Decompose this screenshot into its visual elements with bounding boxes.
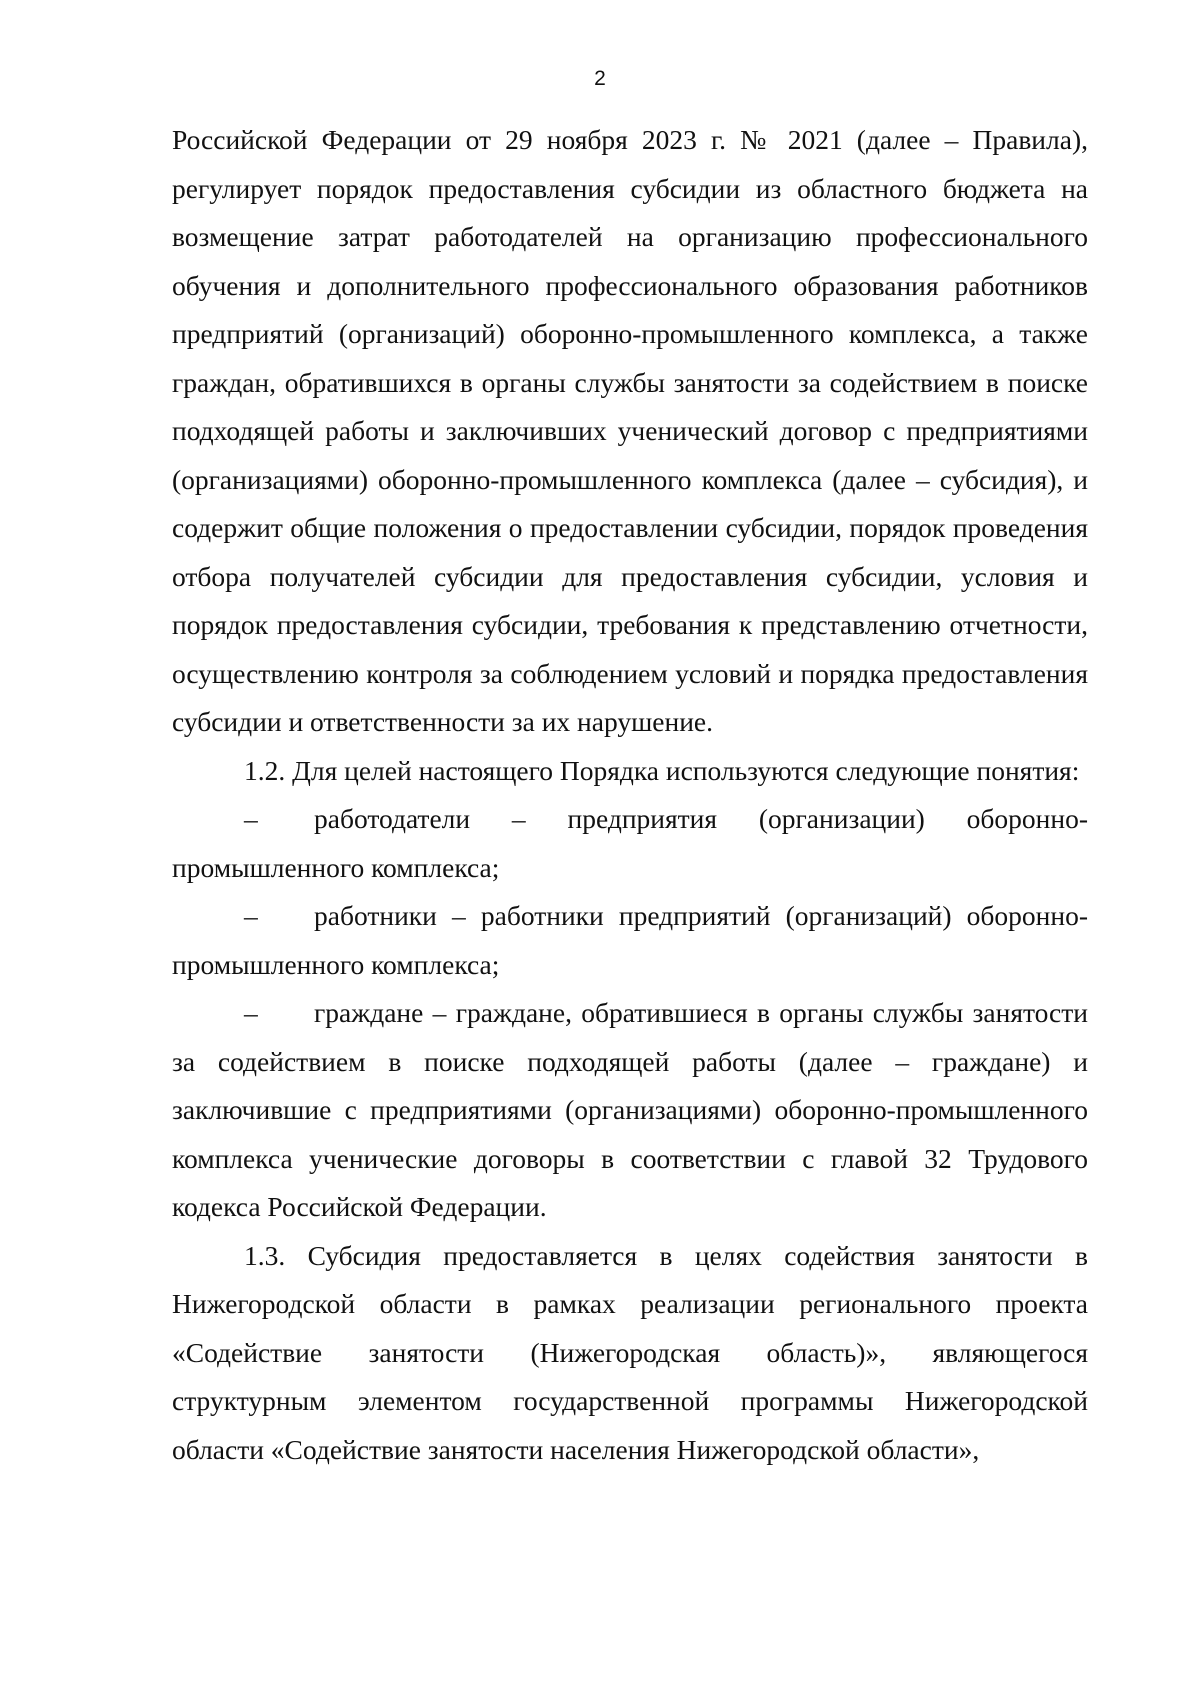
page-number: 2 <box>594 67 606 90</box>
list-dash: – <box>244 803 258 834</box>
list-dash: – <box>244 900 258 931</box>
paragraph-1-3: 1.3. Субсидия предоставляется в целях содействия занятости в Нижегородской области в рамках реализации регионального проекта «Содействие занятости (Нижегородская область)», являющегося структурным элементом государственной программы Нижегородской области «Содействие занятости населения Нижегородской области», <box>172 1239 1088 1465</box>
paragraph-1-2: 1.2. Для целей настоящего Порядка используются следующие понятия: <box>244 754 1080 786</box>
definition-workers-text: работники – работники предприятий (организаций) оборонно-промышленного комплекса; <box>172 900 1088 980</box>
definition-citizens-text: граждане – граждане, обратившиеся в органы службы занятости за содействием в поиске подходящей работы (далее – граждане) и заключившие с предприятиями (организациями) оборонно-промышленного комплекса ученические договоры в соответствии с главой 32 Трудового кодекса Российской Федерации. <box>172 997 1088 1222</box>
definition-citizens <box>172 989 1088 1232</box>
document-body <box>172 116 1088 1474</box>
definition-employers-text: работодатели – предприятия (организации) оборонно-промышленного комплекса; <box>172 803 1088 883</box>
list-dash: – <box>244 997 258 1028</box>
definition-employers <box>172 795 1088 892</box>
definition-workers <box>172 892 1088 989</box>
paragraph-rules-scope: Российской Федерации от 29 ноября 2023 г. № 2021 (далее – Правила), регулирует порядок предоставления субсидии из областного бюджета на возмещение затрат работодателей на организацию профессионального обучения и дополнительного профессионального образования работников предприятий (организаций) оборонно-промышленного комплекса, а также граждан, обратившихся в органы службы занятости за содействием в поиске подходящей работы и заключивших ученический договор с предприятиями (организациями) оборонно-промышленного комплекса (далее – субсидия), и содержит общие положения о предоставлении субсидии, порядок проведения отбора получателей субсидии для предоставления субсидии, условия и порядок предоставления субсидии, требования к представлению отчетности, осуществлению контроля за соблюдением условий и порядка предоставления субсидии и ответственности за их нарушение. <box>172 124 1088 737</box>
